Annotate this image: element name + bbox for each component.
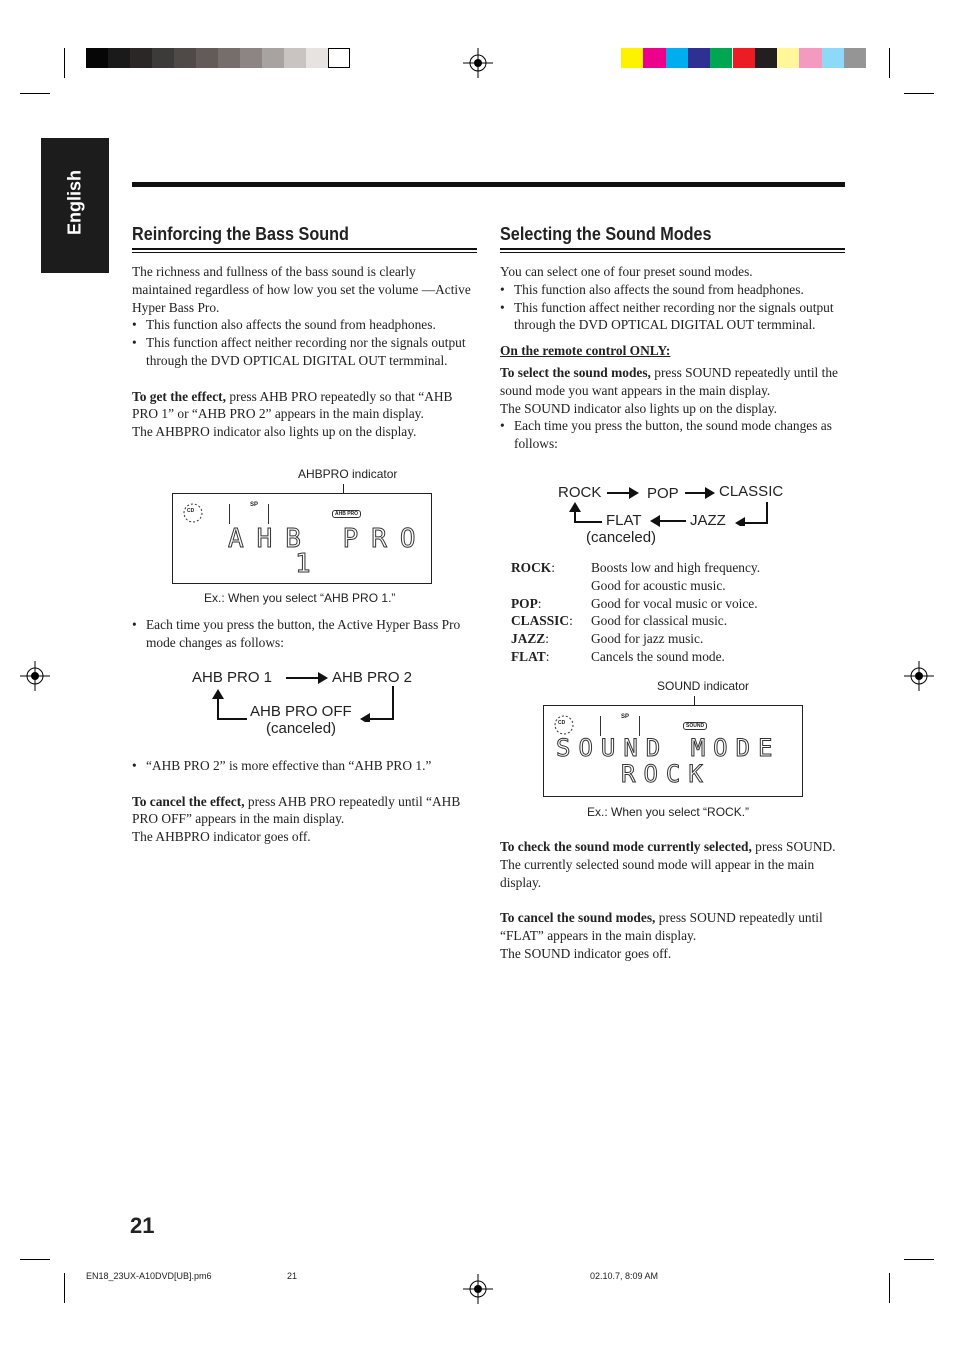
bass-text-block bbox=[132, 263, 478, 441]
sp-label: SP bbox=[250, 502, 259, 508]
gray-swatch bbox=[152, 48, 174, 68]
registration-mark-icon bbox=[463, 1274, 493, 1304]
loop-arrow-icon bbox=[211, 689, 251, 721]
mode-description: Good for jazz music. bbox=[591, 631, 704, 647]
color-swatch bbox=[822, 48, 844, 68]
bracket-icon bbox=[600, 716, 640, 736]
mode-name: POP: bbox=[511, 595, 542, 611]
bracket-icon bbox=[229, 504, 269, 524]
section-rule bbox=[500, 248, 845, 250]
cancel-effect-lead: To cancel the effect, bbox=[132, 793, 245, 809]
select-mode-paragraph bbox=[500, 364, 846, 400]
registration-mark-icon bbox=[20, 661, 50, 691]
ahb-display-panel bbox=[172, 493, 432, 584]
color-swatch bbox=[844, 48, 866, 68]
language-tab-label: English bbox=[64, 170, 85, 236]
crop-mark bbox=[20, 1259, 50, 1260]
cancel-mode-text: press SOUND repeatedly until “FLAT” appears in the main display. bbox=[500, 910, 823, 943]
sound-bullet: • This function affect neither recording nor the signals output through the DVD OPTICAL DIGITAL OUT termminal. bbox=[500, 299, 846, 335]
arrow-right-icon bbox=[286, 671, 328, 685]
gray-swatch bbox=[108, 48, 130, 68]
display-line-2: ROCK bbox=[621, 760, 711, 788]
mode-name: ROCK: bbox=[511, 560, 555, 575]
flow-canceled-note: (canceled) bbox=[266, 720, 337, 737]
top-rule bbox=[132, 182, 845, 187]
section-rule bbox=[500, 252, 845, 253]
check-mode-note: The currently selected sound mode will appear in the main display. bbox=[500, 856, 815, 890]
sound-intro: You can select one of four preset sound modes. bbox=[500, 264, 753, 279]
select-mode-lead: To select the sound modes, bbox=[500, 364, 651, 380]
ahbpro-badge: AHB PRO bbox=[332, 510, 361, 518]
registration-mark-icon bbox=[463, 48, 493, 78]
gray-swatch bbox=[262, 48, 284, 68]
mode-description: Cancels the sound mode. bbox=[591, 648, 725, 664]
footer-date: 02.10.7, 8:09 AM bbox=[590, 1271, 659, 1281]
cancel-effect-text: press AHB PRO repeatedly until “AHB PRO OFF” appears in the main display. bbox=[132, 793, 461, 827]
sp-label: SP bbox=[621, 714, 630, 720]
flow-ahb-pro-1: AHB PRO 1 bbox=[192, 669, 273, 686]
gray-swatch bbox=[284, 48, 306, 68]
mode-row bbox=[511, 612, 760, 630]
mode-row bbox=[511, 559, 760, 577]
return-arrow-icon bbox=[735, 502, 769, 526]
registration-mark-icon bbox=[904, 661, 934, 691]
section-rule bbox=[132, 248, 477, 250]
flow-ahb-pro-off: AHB PRO OFF bbox=[250, 703, 352, 720]
crop-mark bbox=[889, 1273, 890, 1303]
color-swatch bbox=[621, 48, 643, 68]
check-mode-lead: To check the sound mode currently selected, bbox=[500, 839, 752, 854]
arrow-left-icon bbox=[650, 514, 686, 528]
footer-page: 21 bbox=[287, 1271, 298, 1281]
color-swatch bbox=[710, 48, 732, 68]
gray-swatch bbox=[328, 48, 350, 68]
cancel-effect-paragraph bbox=[132, 793, 478, 829]
sound-text-block bbox=[500, 263, 846, 453]
section-rule bbox=[132, 252, 477, 253]
crop-mark bbox=[64, 48, 65, 78]
crop-mark bbox=[889, 48, 890, 78]
flow-pop: POP bbox=[647, 485, 679, 502]
get-effect-text: press AHB PRO repeatedly so that “AHB PRO 1” or “AHB PRO 2” appears in the main display. bbox=[132, 388, 453, 422]
flow-rock: ROCK bbox=[558, 484, 602, 501]
get-effect-note: The AHBPRO indicator also lights up on the display. bbox=[132, 424, 417, 440]
mode-row bbox=[511, 630, 760, 648]
flow-classic: CLASSIC bbox=[719, 483, 784, 500]
color-swatch bbox=[666, 48, 688, 68]
sound-badge: SOUND bbox=[683, 722, 707, 730]
mode-row bbox=[511, 595, 760, 613]
bass-effect-bullet: • “AHB PRO 2” is more effective than “AHB PRO 1.” bbox=[132, 757, 478, 775]
loop-arrow-icon bbox=[568, 502, 604, 524]
bass-cycle-text bbox=[132, 616, 478, 652]
cancel-mode-note: The SOUND indicator goes off. bbox=[500, 945, 672, 961]
sound-display-panel bbox=[543, 705, 803, 797]
mode-name-label: ROCK bbox=[511, 560, 552, 575]
flow-ahb-pro-2: AHB PRO 2 bbox=[332, 669, 413, 686]
cancel-mode-paragraph bbox=[500, 909, 846, 945]
mode-row bbox=[511, 648, 760, 666]
cd-label: CD bbox=[187, 508, 195, 514]
sound-indicator-label: SOUND indicator bbox=[657, 679, 750, 693]
arrow-right-icon bbox=[607, 486, 639, 500]
select-mode-text: press SOUND repeatedly until the sound mode you want appears in the main display. bbox=[500, 364, 838, 398]
crop-mark bbox=[904, 1259, 934, 1260]
cancel-mode-lead: To cancel the sound modes, bbox=[500, 910, 656, 926]
bass-effect-text bbox=[132, 757, 478, 846]
gray-swatch bbox=[174, 48, 196, 68]
mode-row bbox=[511, 577, 760, 595]
crop-mark bbox=[64, 1273, 65, 1303]
mode-name-label: JAZZ bbox=[511, 631, 546, 647]
display-line-2: 1 bbox=[295, 549, 324, 579]
select-mode-note: The SOUND indicator also lights up on the display. bbox=[500, 400, 777, 416]
sound-bottom-text bbox=[500, 838, 846, 963]
mode-name: FLAT: bbox=[511, 648, 550, 664]
gray-swatch bbox=[306, 48, 328, 68]
flow-flat: FLAT bbox=[606, 512, 642, 529]
sound-bullet: • This function also affects the sound from headphones. bbox=[500, 281, 846, 299]
gray-swatch bbox=[240, 48, 262, 68]
mode-description: Good for classical music. bbox=[591, 613, 728, 629]
mode-description: Boosts low and high frequency. bbox=[591, 560, 761, 575]
gray-swatch bbox=[130, 48, 152, 68]
color-swatch bbox=[777, 48, 799, 68]
display-caption: Ex.: When you select “AHB PRO 1.” bbox=[204, 591, 396, 605]
flow-flat-canceled: (canceled) bbox=[586, 529, 657, 546]
mode-name-label: FLAT bbox=[511, 648, 546, 664]
bass-cycle-bullet: • Each time you press the button, the Active Hyper Bass Pro mode changes as follows: bbox=[132, 616, 478, 652]
crop-mark bbox=[20, 93, 50, 94]
color-swatch bbox=[799, 48, 821, 68]
mode-description: Good for vocal music or voice. bbox=[591, 595, 758, 611]
mode-name: JAZZ: bbox=[511, 631, 549, 647]
remote-only-heading: On the remote control ONLY: bbox=[500, 343, 671, 359]
section-title-sound-modes: Selecting the Sound Modes bbox=[500, 224, 712, 244]
arrow-right-icon bbox=[685, 486, 715, 500]
mode-name-label: CLASSIC bbox=[511, 613, 570, 629]
language-tab bbox=[41, 138, 109, 273]
gray-swatch bbox=[86, 48, 108, 68]
display-caption: Ex.: When you select “ROCK.” bbox=[587, 805, 750, 819]
display-line-1: AHB PRO bbox=[228, 524, 429, 554]
gray-swatch bbox=[218, 48, 240, 68]
display-line-1: SOUND MODE bbox=[556, 734, 781, 762]
bass-bullet: • This function also affects the sound from headphones. bbox=[132, 316, 478, 334]
check-mode-paragraph bbox=[500, 838, 846, 856]
crop-mark bbox=[904, 93, 934, 94]
flow-jazz: JAZZ bbox=[690, 512, 726, 529]
bass-bullet: • This function affect neither recording nor the signals output through the DVD OPTICAL DIGITAL OUT termminal. bbox=[132, 334, 478, 370]
footer-file: EN18_23UX-A10DVD[UB].pm6 bbox=[86, 1271, 212, 1281]
sound-cycle-bullet: • Each time you press the button, the sound mode changes as follows: bbox=[500, 417, 846, 453]
section-title-bass: Reinforcing the Bass Sound bbox=[132, 224, 349, 244]
gray-swatch bbox=[196, 48, 218, 68]
cd-label: CD bbox=[558, 720, 566, 726]
get-effect-paragraph bbox=[132, 388, 478, 424]
page-number: 21 bbox=[130, 1213, 155, 1238]
ahbpro-indicator-label: AHBPRO indicator bbox=[298, 467, 398, 481]
color-swatch bbox=[688, 48, 710, 68]
mode-description: Good for acoustic music. bbox=[591, 577, 726, 593]
bass-intro: The richness and fullness of the bass sound is clearly maintained regardless of how low you set the volume —Active Hyper Bass Pro. bbox=[132, 264, 471, 315]
mode-name: CLASSIC: bbox=[511, 613, 573, 629]
color-swatch bbox=[755, 48, 777, 68]
sound-mode-table bbox=[511, 559, 760, 666]
mode-name bbox=[511, 577, 591, 595]
check-mode-text: press SOUND. bbox=[755, 839, 836, 854]
return-arrow-icon bbox=[360, 686, 396, 722]
cancel-effect-note: The AHBPRO indicator goes off. bbox=[132, 829, 311, 845]
get-effect-lead: To get the effect, bbox=[132, 388, 226, 404]
mode-name-label: POP bbox=[511, 595, 538, 611]
color-swatch bbox=[643, 48, 665, 68]
color-swatch bbox=[733, 48, 755, 68]
